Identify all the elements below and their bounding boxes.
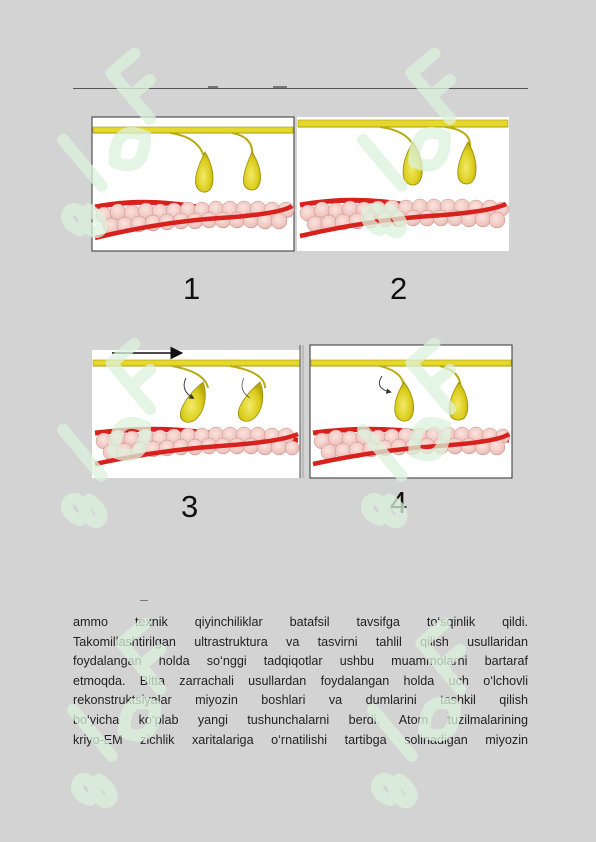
panel-4-illustration bbox=[310, 345, 512, 478]
panel-number-4: 4 bbox=[390, 485, 408, 520]
separator-dash bbox=[140, 600, 148, 601]
panel-3-illustration bbox=[92, 345, 303, 478]
panel-1-illustration bbox=[92, 117, 294, 251]
panel-number-2: 2 bbox=[390, 271, 408, 306]
paragraph-line: Takomillashtirilgan ultrastruktura va tasvirni tahlil qilish usullaridan bbox=[73, 634, 528, 649]
body-paragraph bbox=[73, 613, 528, 750]
paragraph-line: rekonstruktsiyalar miyozin boshlari va dumlarini tashkil qilish bbox=[73, 693, 528, 708]
paragraph-line: bo‘yicha ko‘plab yangi tushunchalarni berdi. Atom tuzilmalarining bbox=[73, 712, 528, 727]
paragraph-line: kriyo-EM zichlik xaritalariga o‘rnatilishi tartibga solinadigan miyozin bbox=[73, 732, 528, 747]
paragraph-line: ammo texnik qiyinchiliklar batafsil tavsifga to‘sqinlik qildi. bbox=[73, 615, 528, 629]
panel-number-1: 1 bbox=[183, 271, 201, 306]
paragraph-line: etmoqda. Bitta zarrachali usullardan foydalangan holda uch o‘lchovli bbox=[73, 673, 528, 688]
paragraph-line: foydalangan holda so‘nggi tadqiqotlar ushbu muammolarni bartaraf bbox=[73, 654, 528, 669]
panel-number-3: 3 bbox=[181, 489, 199, 524]
panel-2-illustration bbox=[297, 117, 509, 251]
